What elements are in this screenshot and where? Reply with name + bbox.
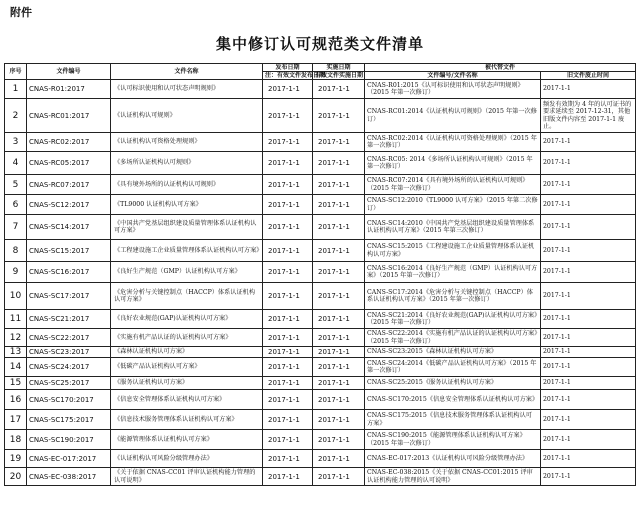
old-file-abolish-time: 2017-1-1 — [541, 377, 636, 390]
table-row — [5, 430, 636, 450]
header-code: 文件编号 — [27, 64, 111, 80]
file-code: CNAS-SC24:2017 — [27, 358, 111, 377]
replaced-file: CNAS-EC-017:2013《认证机构认可风险分级管理办法》 — [365, 450, 541, 468]
replaced-file: CNAS-SC22:2014《实施有机产品认证的认证机构认可方案》（2015 年第一次修订） — [365, 329, 541, 347]
row-number: 20 — [5, 468, 27, 486]
old-file-abolish-time: 2017-1-1 — [541, 133, 636, 152]
table-row — [5, 99, 636, 133]
file-code: CNAS-EC-038:2017 — [27, 468, 111, 486]
replaced-file: CNAS-RC05: 2014《多场所认证机构认可规则》（2015 年第一次修订） — [365, 152, 541, 175]
row-number: 1 — [5, 80, 27, 99]
table-row — [5, 358, 636, 377]
document-title: 集中修订认可规范类文件清单 — [215, 35, 424, 53]
release-date: 2017-1-1 — [263, 450, 313, 468]
replaced-file: CNAS-SC12:2010《TL9000 认可方案》（2015 年第二次修订） — [365, 195, 541, 215]
file-name: 《多场所认证机构认可规则》 — [111, 152, 263, 175]
row-number: 6 — [5, 195, 27, 215]
file-name: 《中国共产党基层组织建设质量管理体系认证机构认可方案》 — [111, 215, 263, 240]
release-date: 2017-1-1 — [263, 175, 313, 195]
row-number: 19 — [5, 450, 27, 468]
old-file-abolish-time: 2017-1-1 — [541, 358, 636, 377]
file-code: CNAS-SC12:2017 — [27, 195, 111, 215]
file-code: CNAS-RC02:2017 — [27, 133, 111, 152]
release-date: 2017-1-1 — [263, 430, 313, 450]
replaced-file: CNAS-RC02:2014《认证机构认可资格处理规则》（2015 年第一次修订） — [365, 133, 541, 152]
header-release-date: 发布日期 — [263, 64, 313, 72]
release-date: 2017-1-1 — [263, 133, 313, 152]
row-number: 3 — [5, 133, 27, 152]
old-file-abolish-time: 2017-1-1 — [541, 329, 636, 347]
table-row — [5, 133, 636, 152]
file-code: CNAS-SC21:2017 — [27, 310, 111, 329]
effective-date: 2017-1-1 — [313, 390, 365, 410]
release-date: 2017-1-1 — [263, 329, 313, 347]
file-list-table — [4, 63, 636, 486]
file-name: 《关于依据 CNAS-CC01 评审认证机构能力管理的认可说明》 — [111, 468, 263, 486]
table-row — [5, 450, 636, 468]
old-file-abolish-time: 2017-1-1 — [541, 215, 636, 240]
table-row — [5, 377, 636, 390]
effective-date: 2017-1-1 — [313, 133, 365, 152]
file-name: 《森林认证机构认可方案》 — [111, 347, 263, 358]
file-name: 《信息技术服务管理体系认证机构认可方案》 — [111, 410, 263, 430]
release-date: 2017-1-1 — [263, 283, 313, 310]
table-row — [5, 80, 636, 99]
table-header — [5, 64, 636, 80]
release-date: 2017-1-1 — [263, 390, 313, 410]
release-date: 2017-1-1 — [263, 262, 313, 283]
file-code: CNAS-SC15:2017 — [27, 240, 111, 262]
file-code: CNAS-R01:2017 — [27, 80, 111, 99]
release-date: 2017-1-1 — [263, 240, 313, 262]
release-date: 2017-1-1 — [263, 80, 313, 99]
release-date: 2017-1-1 — [263, 99, 313, 133]
header-no: 序号 — [5, 64, 27, 80]
file-name: 《认证机构认可风险分级管理办法》 — [111, 450, 263, 468]
file-name: 《认证机构认可资格处理规则》 — [111, 133, 263, 152]
table-row — [5, 329, 636, 347]
release-date: 2017-1-1 — [263, 358, 313, 377]
old-file-abolish-time: 2017-1-1 — [541, 262, 636, 283]
file-code: CNAS-SC170:2017 — [27, 390, 111, 410]
effective-date: 2017-1-1 — [313, 377, 365, 390]
old-file-abolish-time: 2017-1-1 — [541, 410, 636, 430]
old-file-abolish-time: 2017-1-1 — [541, 430, 636, 450]
replaced-file: CNAS-RC07:2014《具有境外场所的认证机构认可规则》（2015 年第一次修订） — [365, 175, 541, 195]
file-code: CNAS-SC16:2017 — [27, 262, 111, 283]
file-code: CNAS-SC190:2017 — [27, 430, 111, 450]
file-name: 《信息安全管理体系认证机构认可方案》 — [111, 390, 263, 410]
replaced-file: CNAS-R01:2015《认可标识使用和认可状态声明规则》（2015 年第一次修订） — [365, 80, 541, 99]
replaced-file: CNAS-SC23:2015《森林认证机构认可方案》 — [365, 347, 541, 358]
file-code: CNAS-SC25:2017 — [27, 377, 111, 390]
file-code: CNAS-SC23:2017 — [27, 347, 111, 358]
file-name: 《危害分析与关键控制点（HACCP）体系认证机构认可方案》 — [111, 283, 263, 310]
file-code: CNAS-SC175:2017 — [27, 410, 111, 430]
table-row — [5, 152, 636, 175]
release-date: 2017-1-1 — [263, 195, 313, 215]
header-note: 注：有效文件发布日期 — [263, 72, 313, 80]
row-number: 16 — [5, 390, 27, 410]
table-row — [5, 390, 636, 410]
replaced-file: CNAS-SC21:2014《良好农业规范(GAP)认证机构认可方案》（2015 年第一次修订） — [365, 310, 541, 329]
row-number: 4 — [5, 152, 27, 175]
row-number: 15 — [5, 377, 27, 390]
old-file-abolish-time: 2017-1-1 — [541, 195, 636, 215]
table-row — [5, 310, 636, 329]
release-date: 2017-1-1 — [263, 215, 313, 240]
table-row — [5, 215, 636, 240]
table-body — [5, 80, 636, 486]
old-file-abolish-time: 2017-1-1 — [541, 468, 636, 486]
effective-date: 2017-1-1 — [313, 347, 365, 358]
effective-date: 2017-1-1 — [313, 468, 365, 486]
effective-date: 2017-1-1 — [313, 283, 365, 310]
effective-date: 2017-1-1 — [313, 262, 365, 283]
effective-date: 2017-1-1 — [313, 450, 365, 468]
row-number: 18 — [5, 430, 27, 450]
effective-date: 2017-1-1 — [313, 358, 365, 377]
row-number: 13 — [5, 347, 27, 358]
header-name: 文件名称 — [111, 64, 263, 80]
effective-date: 2017-1-1 — [313, 430, 365, 450]
old-file-abolish-time: 2017-1-1 — [541, 310, 636, 329]
release-date: 2017-1-1 — [263, 310, 313, 329]
effective-date: 2017-1-1 — [313, 240, 365, 262]
file-code: CNAS-SC17:2017 — [27, 283, 111, 310]
replaced-file: CNAS-SC14:2010《中国共产党基层组织建设质量管理体系认证机构认可方案》（2015 年第三次修订） — [365, 215, 541, 240]
table-row — [5, 195, 636, 215]
replaced-file: CNAS-SC170:2015《信息安全管理体系认证机构认可方案》 — [365, 390, 541, 410]
file-code: CNAS-RC05:2017 — [27, 152, 111, 175]
table-row — [5, 283, 636, 310]
old-file-abolish-time: 2017-1-1 — [541, 80, 636, 99]
effective-date: 2017-1-1 — [313, 195, 365, 215]
table-row — [5, 175, 636, 195]
row-number: 14 — [5, 358, 27, 377]
file-name: 《工程建设施工企业质量管理体系认证机构认可方案》 — [111, 240, 263, 262]
old-file-abolish-time: 频发有效期为 4 年的认可证书的要求延续至 2017-12-31，其他旧版文件内容至 2017-1-1 废止。 — [541, 99, 636, 133]
table-row — [5, 240, 636, 262]
file-name: 《服务认证机构认可方案》 — [111, 377, 263, 390]
effective-date: 2017-1-1 — [313, 215, 365, 240]
row-number: 2 — [5, 99, 27, 133]
file-name: 《良好生产规范（GMP）认证机构认可方案》 — [111, 262, 263, 283]
table-row — [5, 468, 636, 486]
release-date: 2017-1-1 — [263, 468, 313, 486]
row-number: 10 — [5, 283, 27, 310]
old-file-abolish-time: 2017-1-1 — [541, 175, 636, 195]
file-name: 《能源管理体系认证机构认可方案》 — [111, 430, 263, 450]
header-old-abolish-time: 旧文件废止时间 — [541, 72, 636, 80]
old-file-abolish-time: 2017-1-1 — [541, 450, 636, 468]
old-file-abolish-time: 2017-1-1 — [541, 390, 636, 410]
table-row — [5, 262, 636, 283]
replaced-file: CNAS-RC01:2014《认证机构认可规则》（2015 年第一次修订） — [365, 99, 541, 133]
effective-date: 2017-1-1 — [313, 410, 365, 430]
release-date: 2017-1-1 — [263, 410, 313, 430]
replaced-file: CNAS-SC190:2015《能源管理体系认证机构认可方案》（2015 年第一次修订） — [365, 430, 541, 450]
file-name: 《实施有机产品认证的认证机构认可方案》 — [111, 329, 263, 347]
old-file-abolish-time: 2017-1-1 — [541, 283, 636, 310]
release-date: 2017-1-1 — [263, 152, 313, 175]
attachment-label: 附件 — [10, 6, 32, 19]
row-number: 12 — [5, 329, 27, 347]
effective-date: 2017-1-1 — [313, 99, 365, 133]
header-replaced-code-name: 文件编号/文件名称 — [365, 72, 541, 80]
file-name: 《认可标识使用和认可状态声明规则》 — [111, 80, 263, 99]
header-note2: 有效文件实施日期 — [313, 72, 365, 80]
row-number: 11 — [5, 310, 27, 329]
replaced-file: CNAS-SC16:2014《良好生产规范（GMP）认证机构认可方案》（2015 年第一次修订） — [365, 262, 541, 283]
row-number: 17 — [5, 410, 27, 430]
file-code: CNAS-EC-017:2017 — [27, 450, 111, 468]
file-name: 《良好农业规范(GAP)认证机构认可方案》 — [111, 310, 263, 329]
replaced-file: CNAS-SC175:2015《信息技术服务管理体系认证机构认可方案》 — [365, 410, 541, 430]
effective-date: 2017-1-1 — [313, 329, 365, 347]
file-name: 《具有境外场所的认证机构认可规则》 — [111, 175, 263, 195]
row-number: 8 — [5, 240, 27, 262]
row-number: 7 — [5, 215, 27, 240]
effective-date: 2017-1-1 — [313, 310, 365, 329]
file-code: CNAS-SC22:2017 — [27, 329, 111, 347]
replaced-file: CNAS-SC24:2014《低碳产品认证机构认可方案》（2015 年第一次修订） — [365, 358, 541, 377]
replaced-file: CNAS-SC15:2015《工程建设施工企业质量管理体系认证机构认可方案》 — [365, 240, 541, 262]
release-date: 2017-1-1 — [263, 347, 313, 358]
release-date: 2017-1-1 — [263, 377, 313, 390]
replaced-file: CANS-SC17:2014《危害分析与关键控制点（HACCP）体系认证机构认可方案》（2015 年第一次修订） — [365, 283, 541, 310]
old-file-abolish-time: 2017-1-1 — [541, 347, 636, 358]
table-row — [5, 347, 636, 358]
effective-date: 2017-1-1 — [313, 80, 365, 99]
file-name: 《TL9000 认证机构认可方案》 — [111, 195, 263, 215]
header-replaced: 被代替文件 — [365, 64, 636, 72]
file-name: 《低碳产品认证机构认可方案》 — [111, 358, 263, 377]
effective-date: 2017-1-1 — [313, 152, 365, 175]
file-code: CNAS-SC14:2017 — [27, 215, 111, 240]
row-number: 9 — [5, 262, 27, 283]
table-row — [5, 410, 636, 430]
replaced-file: CNAS-SC25:2015《服务认证机构认可方案》 — [365, 377, 541, 390]
replaced-file: CNAS-EC-038:2015《关于依据 CNAS-CC01:2015 评审认证机构能力管理的认可说明》 — [365, 468, 541, 486]
file-code: CNAS-RC01:2017 — [27, 99, 111, 133]
old-file-abolish-time: 2017-1-1 — [541, 152, 636, 175]
row-number: 5 — [5, 175, 27, 195]
header-effective-date: 实施日期 — [313, 64, 365, 72]
file-name: 《认证机构认可规则》 — [111, 99, 263, 133]
old-file-abolish-time: 2017-1-1 — [541, 240, 636, 262]
file-code: CNAS-RC07:2017 — [27, 175, 111, 195]
effective-date: 2017-1-1 — [313, 175, 365, 195]
